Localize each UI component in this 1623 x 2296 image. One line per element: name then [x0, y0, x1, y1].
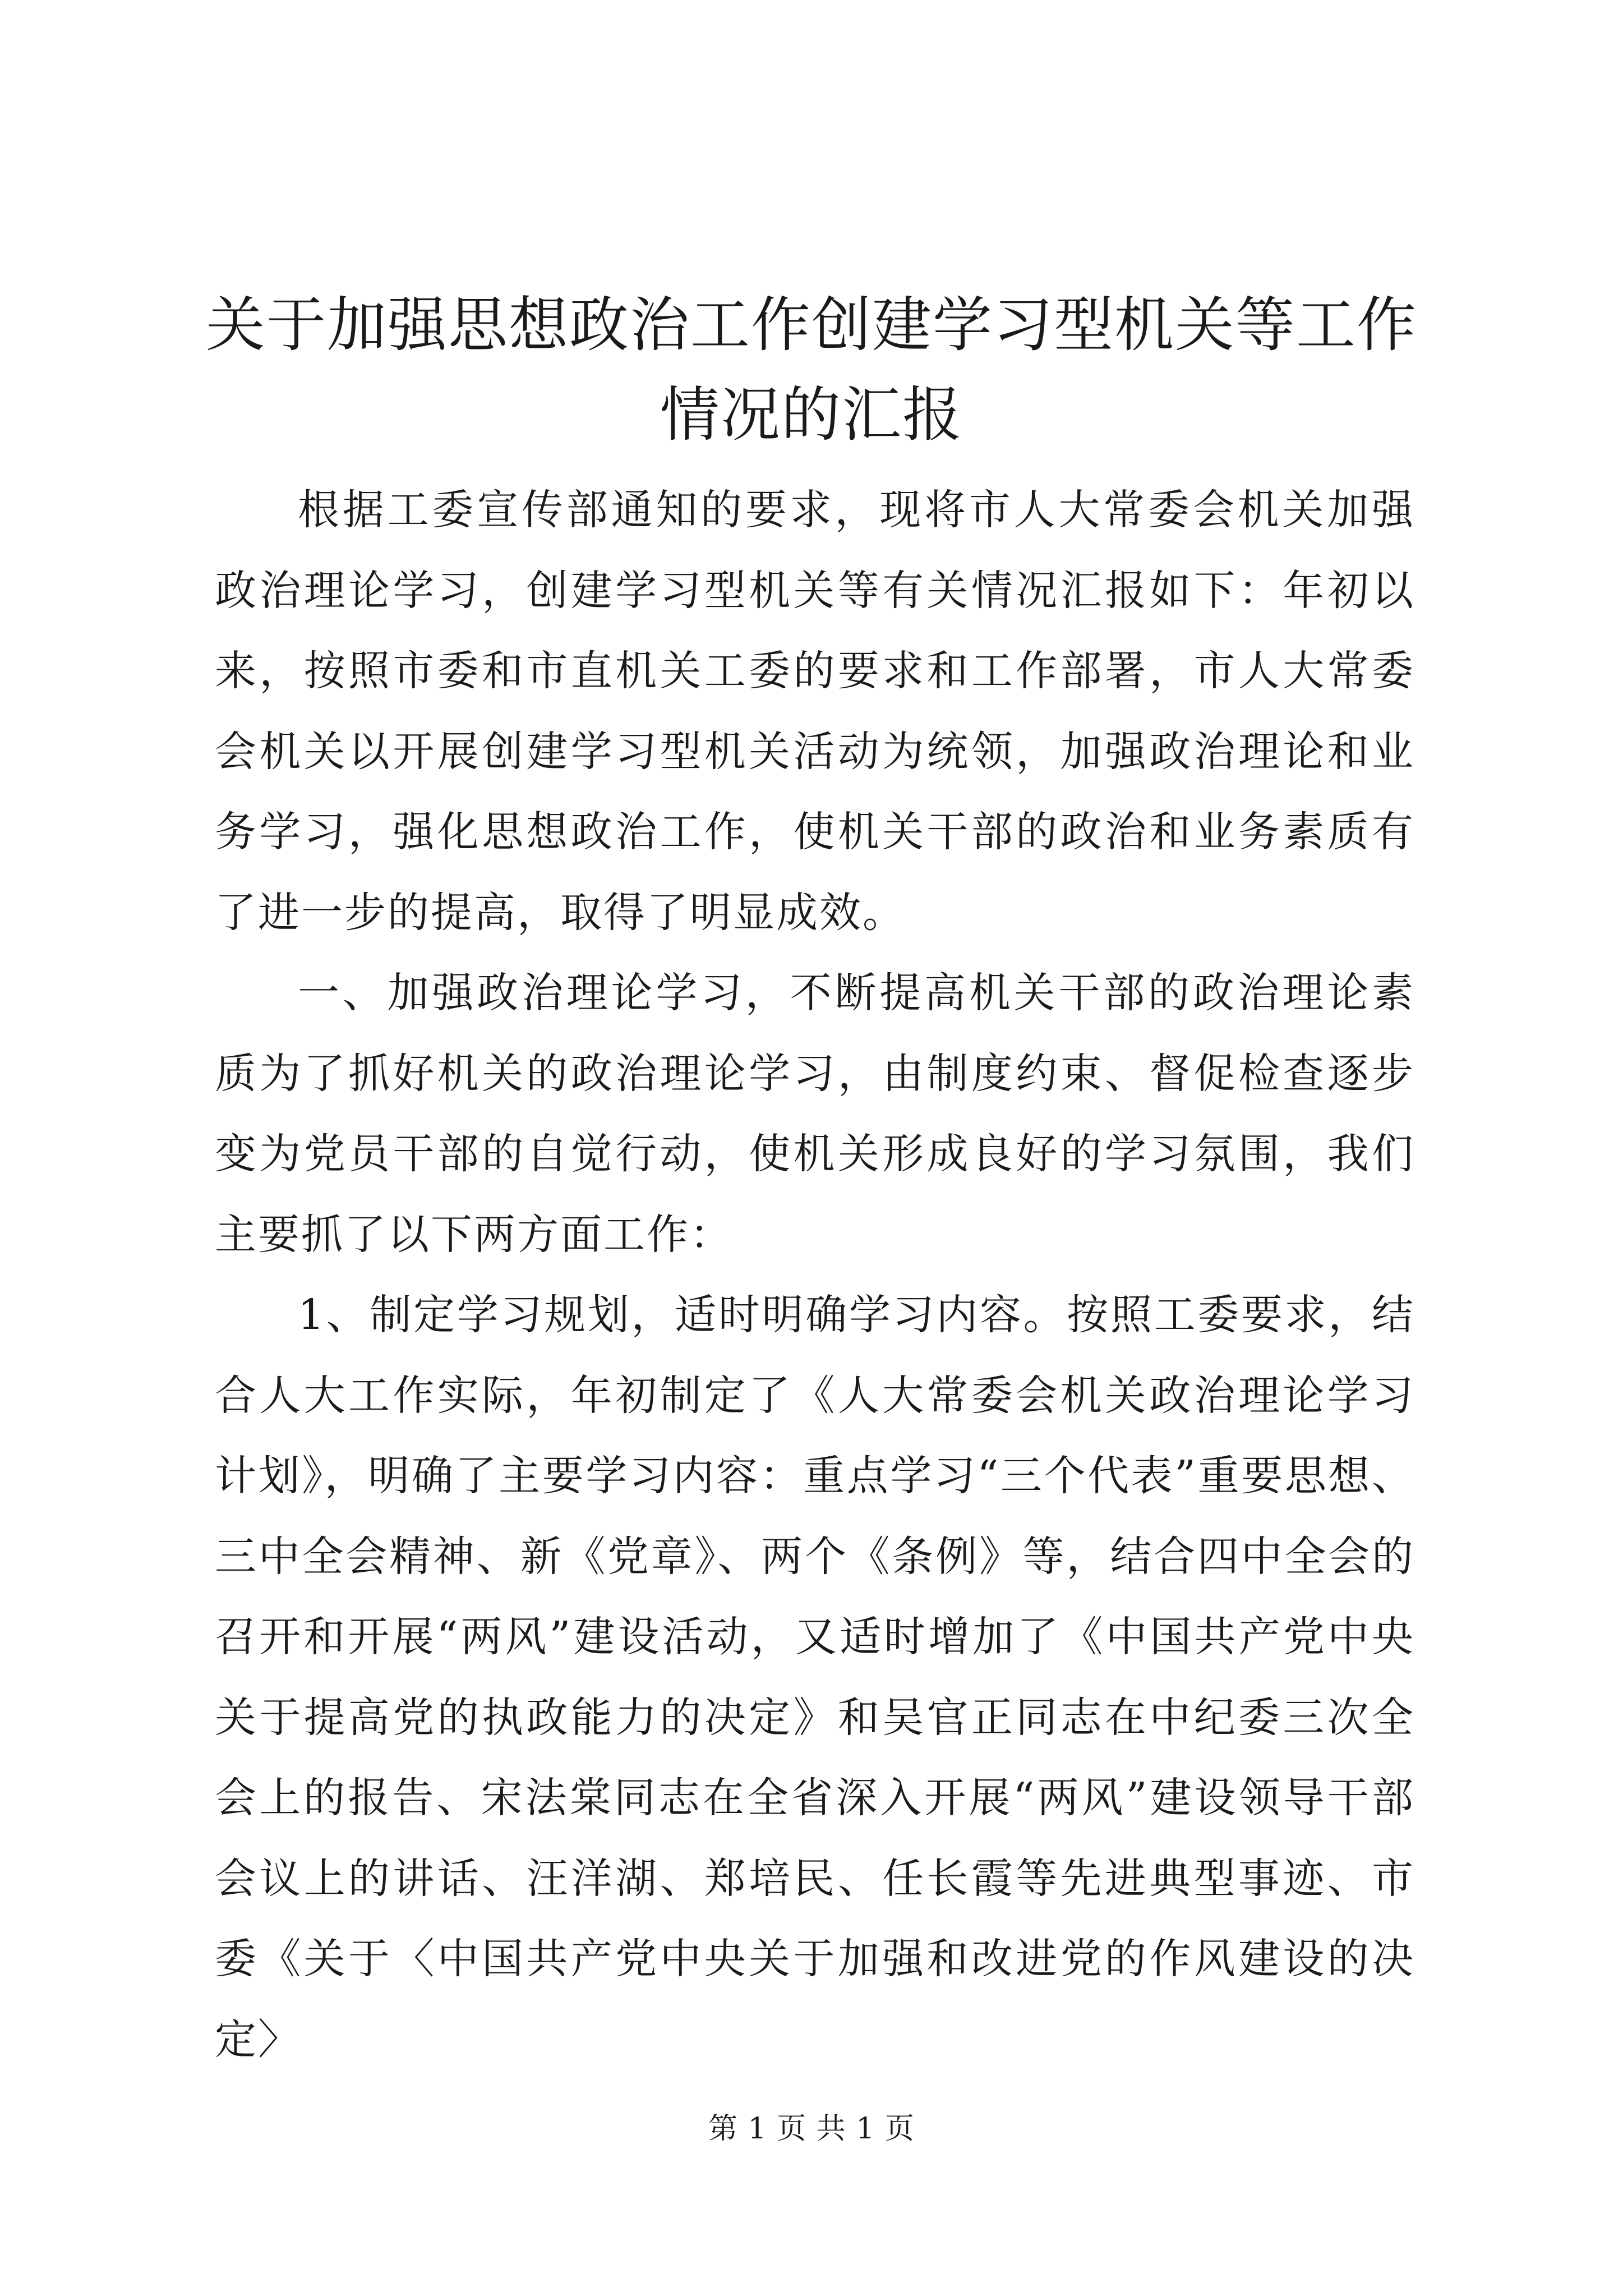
- title-line-2: 情况的汇报: [660, 380, 963, 449]
- paragraph-section-1: 一、加强政治理论学习，不断提高机关干部的政治理论素质为了抓好机关的政治理论学习，由制度约束、督促检查逐步变为党员干部的自觉行动，使机关形成良好的学习氛围，我们主要抓了以下两方面工作：: [215, 969, 1415, 1259]
- title-line-1: 关于加强思想政治工作创建学习型机关等工作: [206, 291, 1417, 360]
- paragraph-intro: 根据工委宣传部通知的要求，现将市人大常委会机关加强政治理论学习，创建学习型机关等有关情况汇报如下：年初以来，按照市委和市直机关工委的要求和工作部署，市人大常委会机关以开展创建学习型机关活动为统领，加强政治理论和业务学习，强化思想政治工作，使机关干部的政治和业务素质有了进一步的提高，取得了明显成效。: [215, 486, 1415, 937]
- document-title: [185, 280, 1438, 460]
- page-footer: 第 1 页 共 1 页: [708, 2112, 915, 2146]
- paragraph-item-1: 1、制定学习规划，适时明确学习内容。按照工委要求，结合人大工作实际，年初制定了《人大常委会机关政治理论学习计划》，明确了主要学习内容：重点学习“三个代表”重要思想、三中全会精神、新《党章》、两个《条例》等，结合四中全会的召开和开展“两风”建设活动，又适时增加了《中国共产党中央关于提高党的执政能力的决定》和吴官正同志在中纪委三次全会上的报告、宋法棠同志在全省深入开展“两风”建设领导干部会议上的讲话、汪洋湖、郑培民、任长霞等先进典型事迹、市委《关于〈中国共产党中央关于加强和改进党的作风建设的决定〉: [215, 1291, 1415, 2064]
- document-body: [215, 470, 1415, 2080]
